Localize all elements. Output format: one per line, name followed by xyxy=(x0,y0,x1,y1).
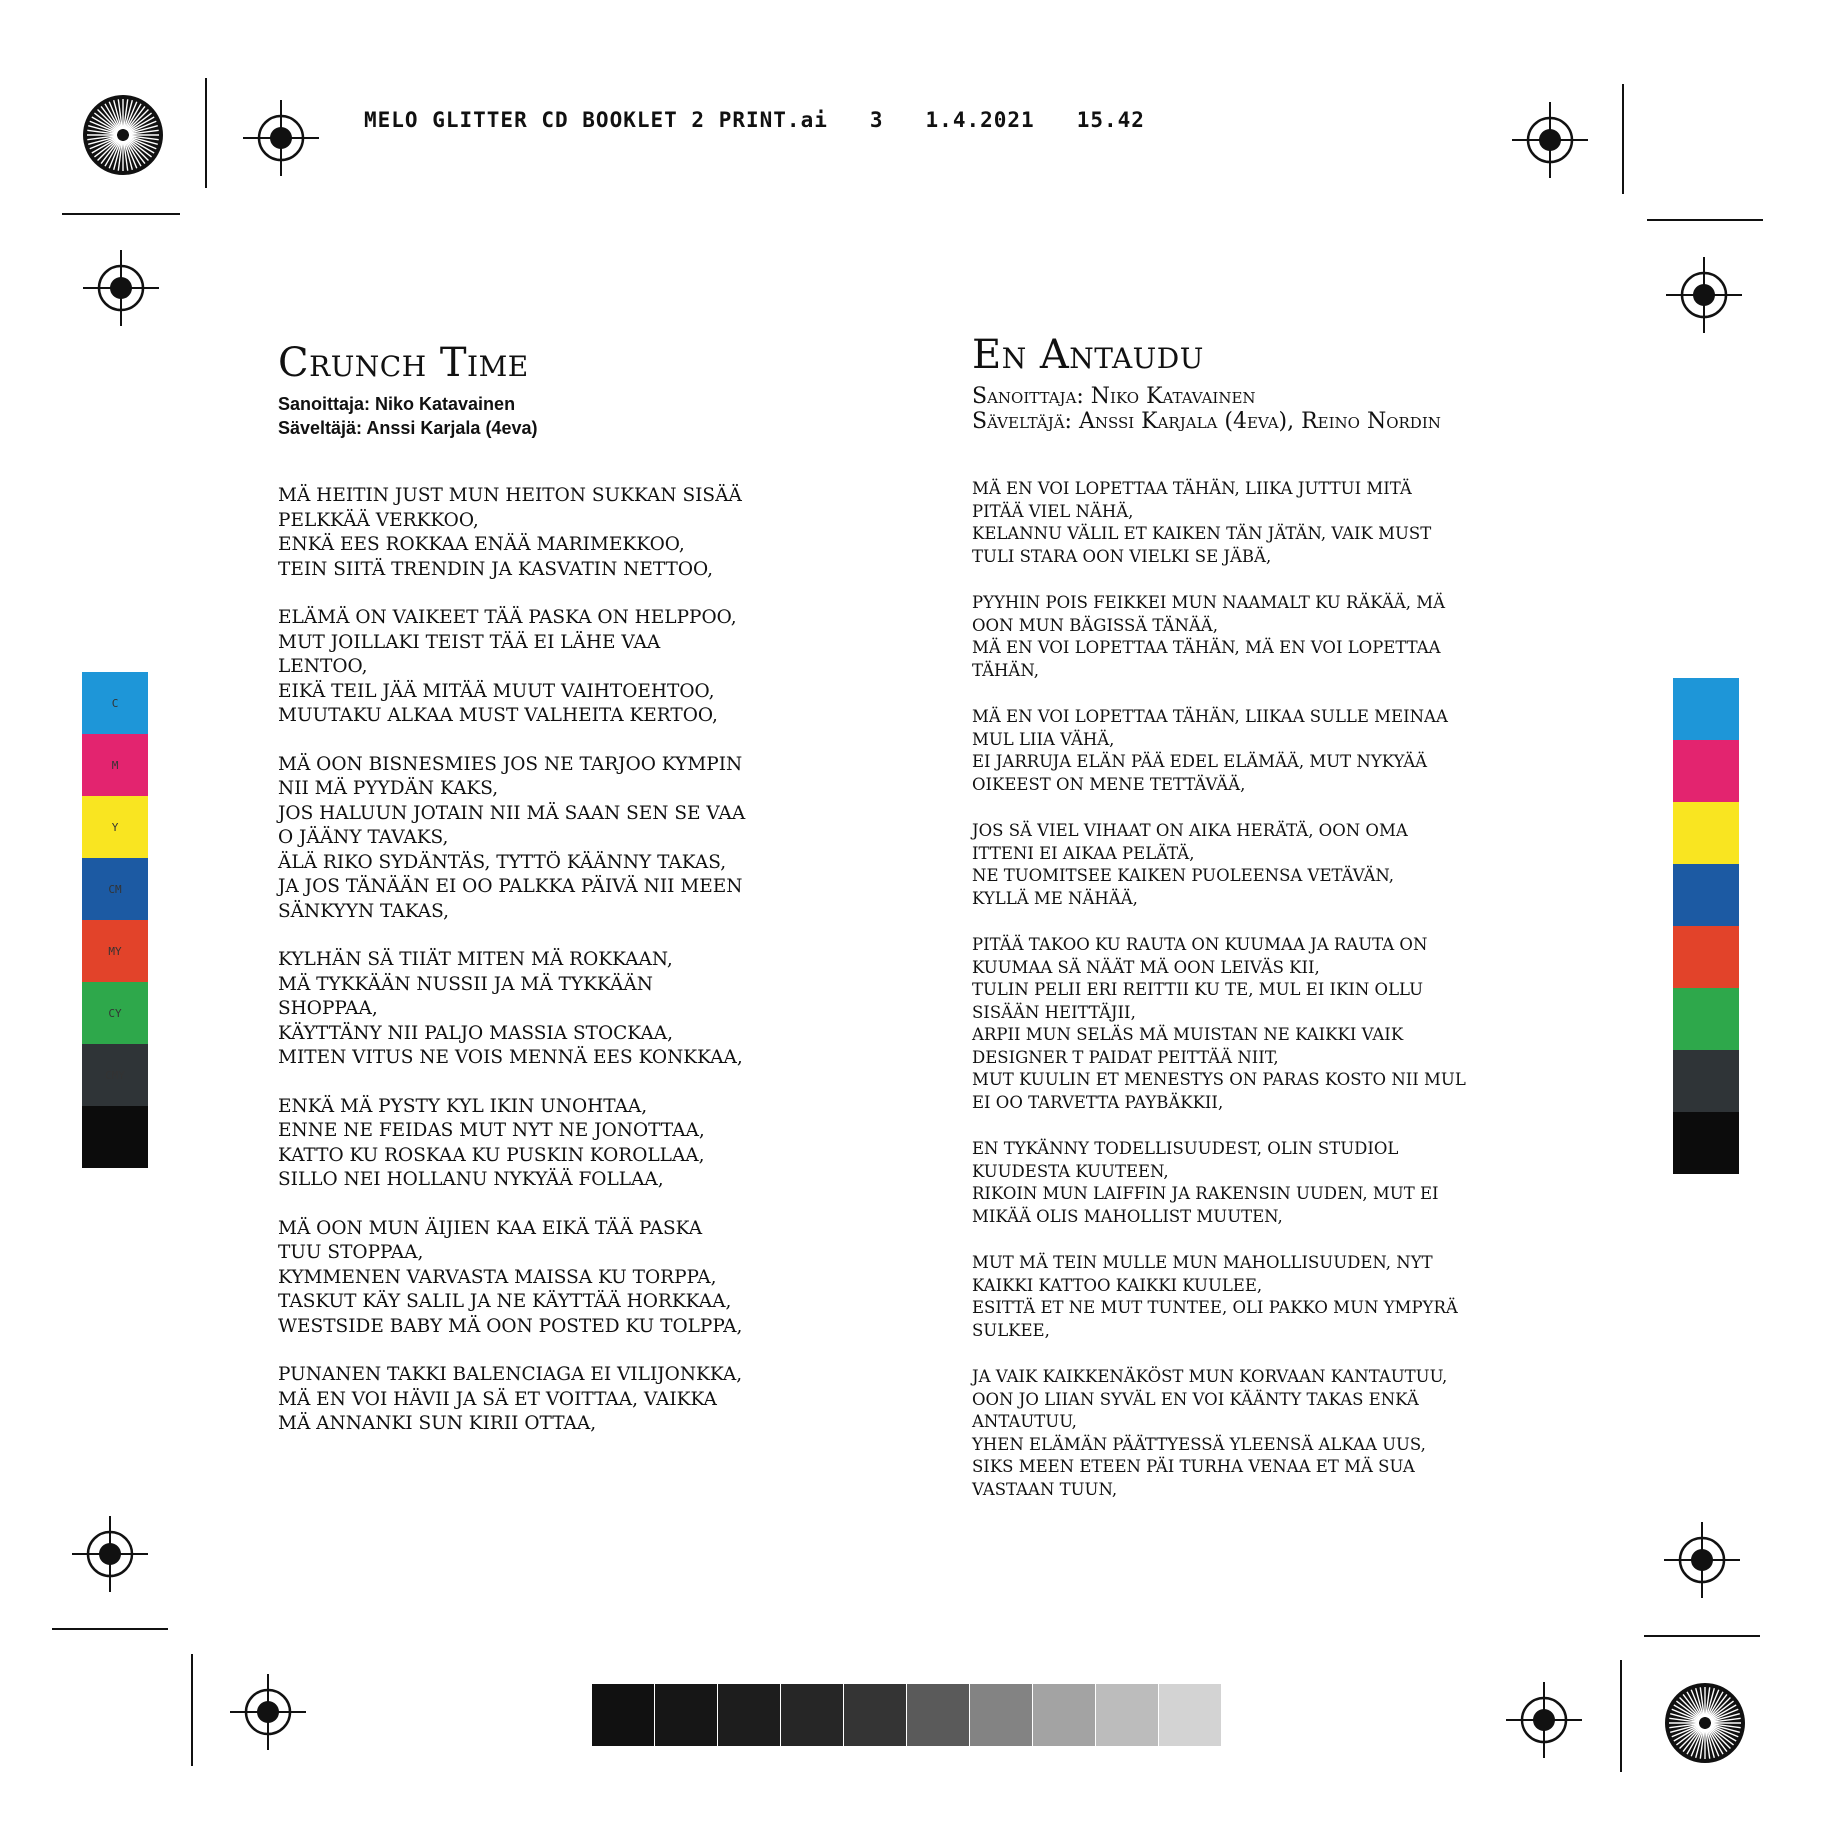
lyric-line: OON JO LIIAN SYVÄL EN VOI KÄÄNTY TAKAS ENKÄ xyxy=(972,1389,1419,1409)
gray-step xyxy=(592,1684,654,1746)
lyricist-credit: Sanoittaja: Niko Katavainen xyxy=(972,384,1256,409)
song-title: En Antaudu xyxy=(972,332,1204,378)
lyric-line: KYLHÄN SÄ TIIÄT MITEN MÄ ROKKAAN, xyxy=(278,949,673,970)
stanza xyxy=(278,948,798,1071)
lyric-line: SULKEE, xyxy=(972,1320,1050,1340)
gray-step xyxy=(1033,1684,1095,1746)
lyric-line: OIKEEST ON MENE TETTÄVÄÄ, xyxy=(972,774,1246,794)
stanza xyxy=(278,1217,798,1340)
slug-filename: MELO GLITTER CD BOOKLET 2 PRINT.ai xyxy=(364,108,828,132)
gray-step xyxy=(844,1684,906,1746)
lyric-line: ESITTÄ ET NE MUT TUNTEE, OLI PAKKO MUN YMPYRÄ xyxy=(972,1298,1458,1317)
lyric-line: EIKÄ TEIL JÄÄ MITÄÄ MUUT VAIHTOEHTOO, xyxy=(278,680,715,702)
color-patch-c xyxy=(1673,678,1739,740)
crop-mark-bottom-right-vertical xyxy=(1620,1660,1622,1772)
lyric-line: MÄ HEITIN JUST MUN HEITON SUKKAN SISÄÄ xyxy=(278,485,742,506)
lyric-line: EI OO TARVETTA PAYBÄKKII, xyxy=(972,1092,1224,1112)
gray-step xyxy=(970,1684,1032,1746)
lyric-line: KÄYTTÄNY NII PALJO MASSIA STOCKAA, xyxy=(278,1022,673,1044)
lyric-line: ELÄMÄ ON VAIKEET TÄÄ PASKA ON HELPPOO, xyxy=(278,607,737,628)
lyric-line: JOS HALUUN JOTAIN NII MÄ SAAN SEN SE VAA xyxy=(278,802,746,824)
lyric-line: ENKÄ MÄ PYSTY KYL IKIN UNOHTAA, xyxy=(278,1095,648,1117)
lyric-line: DESIGNER T PAIDAT PEITTÄÄ NIIT, xyxy=(972,1047,1279,1067)
lyric-line: RIKOIN MUN LAIFFIN JA RAKENSIN UUDEN, MUT EI xyxy=(972,1184,1439,1203)
slug-time: 15.42 xyxy=(1076,108,1145,132)
registration-mark-icon xyxy=(1510,100,1590,180)
lyric-line: MUL LIIA VÄHÄ, xyxy=(972,729,1115,749)
stanza xyxy=(972,478,1532,568)
lyric-line: PITÄÄ TAKOO KU RAUTA ON KUUMAA JA RAUTA ON xyxy=(972,935,1428,954)
lyricist-credit: Sanoittaja: Niko Katavainen xyxy=(278,394,516,414)
gray-step xyxy=(907,1684,969,1746)
color-patch-my: MY xyxy=(82,920,148,982)
color-patch-cy xyxy=(1673,988,1739,1050)
slug-page: 3 xyxy=(869,108,884,132)
stanza xyxy=(278,753,798,925)
color-patch-y xyxy=(1673,802,1739,864)
lyric-line: JA JOS TÄNÄÄN EI OO PALKKA PÄIVÄ NII MEEN xyxy=(278,876,743,897)
lyric-line: MÄ OON BISNESMIES JOS NE TARJOO KYMPIN xyxy=(278,753,743,775)
lyric-line: OON MUN BÄGISSÄ TÄNÄÄ, xyxy=(972,615,1218,635)
lyric-line: MUUTAKU ALKAA MUST VALHEITA KERTOO, xyxy=(278,705,718,726)
crop-mark-bottom-right-horizontal xyxy=(1644,1635,1760,1637)
color-patch-m: M xyxy=(82,734,148,796)
color-patch-cm: CM xyxy=(82,858,148,920)
song-title: Crunch Time xyxy=(278,340,529,386)
lyric-line: VASTAAN TUUN, xyxy=(972,1479,1118,1499)
lyric-line: TASKUT KÄY SALIL JA NE KÄYTTÄÄ HORKKAA, xyxy=(278,1291,732,1312)
lyric-line: MUT KUULIN ET MENESTYS ON PARAS KOSTO NII MUL xyxy=(972,1070,1466,1089)
lyric-line: MÄ EN VOI LOPETTAA TÄHÄN, MÄ EN VOI LOPETTAA xyxy=(972,638,1441,657)
lyric-line: YHEN ELÄMÄN PÄÄTTYESSÄ YLEENSÄ ALKAA UUS, xyxy=(972,1434,1426,1454)
crop-mark-top-left-horizontal xyxy=(62,213,180,215)
lyric-line: TULIN PELII ERI REITTII KU TE, MUL EI IKIN OLLU xyxy=(972,980,1423,999)
lyric-line: SIKS MEEN ETEEN PÄI TURHA VENAA ET MÄ SUA xyxy=(972,1457,1415,1476)
registration-mark-icon xyxy=(70,1514,150,1594)
stanza xyxy=(972,706,1532,796)
gray-ramp xyxy=(592,1684,1222,1746)
lyric-line: JA VAIK KAIKKENÄKÖST MUN KORVAAN KANTAUTUU, xyxy=(972,1367,1448,1386)
stanza xyxy=(278,606,798,729)
lyric-line: KELANNU VÄLIL ET KAIKEN TÄN JÄTÄN, VAIK MUST xyxy=(972,524,1432,543)
starburst-top-left-icon xyxy=(80,92,166,178)
color-patch-cmy xyxy=(1673,1050,1739,1112)
registration-mark-icon xyxy=(241,98,321,178)
lyric-line: EI JARRUJA ELÄN PÄÄ EDEL ELÄMÄÄ, MUT NYKYÄÄ xyxy=(972,752,1428,771)
gray-step xyxy=(781,1684,843,1746)
composer-credit: Säveltäjä: Anssi Karjala (4eva) xyxy=(278,418,538,438)
lyric-line: PITÄÄ VIEL NÄHÄ, xyxy=(972,501,1134,521)
lyric-line: MÄ EN VOI LOPETTAA TÄHÄN, LIIKAA SULLE MEINAA xyxy=(972,707,1448,726)
lyric-line: SHOPPAA, xyxy=(278,998,378,1019)
lyric-line: PELKKÄÄ VERKKOO, xyxy=(278,509,479,531)
crop-mark-bottom-left-vertical xyxy=(191,1654,193,1766)
lyric-line: ENNE NE FEIDAS MUT NYT NE JONOTTAA, xyxy=(278,1120,705,1141)
lyric-line: KUUDESTA KUUTEEN, xyxy=(972,1161,1169,1181)
lyric-line: ARPII MUN SELÄS MÄ MUISTAN NE KAIKKI VAIK xyxy=(972,1025,1404,1044)
lyric-line: KATTO KU ROSKAA KU PUSKIN KOROLLAA, xyxy=(278,1144,705,1166)
stanza xyxy=(972,820,1532,910)
stanza xyxy=(972,1252,1532,1342)
lyric-line: TUU STOPPAA, xyxy=(278,1242,424,1263)
gray-step xyxy=(1096,1684,1158,1746)
lyric-line: ÄLÄ RIKO SYDÄNTÄS, TYTTÖ KÄÄNNY TAKAS, xyxy=(278,851,727,873)
lyric-line: MÄ TYKKÄÄN NUSSII JA MÄ TYKKÄÄN xyxy=(278,973,653,995)
color-patch-cy: CY xyxy=(82,982,148,1044)
stanza xyxy=(972,934,1532,1114)
lyric-line: MÄ OON MUN ÄIJIEN KAA EIKÄ TÄÄ PASKA xyxy=(278,1217,703,1239)
color-patch-m xyxy=(1673,740,1739,802)
lyric-line: O JÄÄNY TAVAKS, xyxy=(278,827,449,848)
lyric-line: LENTOO, xyxy=(278,656,368,677)
registration-mark-icon xyxy=(1662,1520,1742,1600)
lyric-line: KUUMAA SÄ NÄÄT MÄ OON LEIVÄS KII, xyxy=(972,957,1320,977)
lyric-line: TEIN SIITÄ TRENDIN JA KASVATIN NETTOO, xyxy=(278,558,714,580)
lyric-line: MIKÄÄ OLIS MAHOLLIST MUUTEN, xyxy=(972,1206,1283,1226)
crop-mark-top-right-vertical xyxy=(1622,84,1624,194)
lyrics xyxy=(972,478,1532,1501)
lyric-line: TULI STARA OON VIELKI SE JÄBÄ, xyxy=(972,546,1272,566)
composer-credit: Säveltäjä: Anssi Karjala (4eva), Reino Nordin xyxy=(972,409,1441,434)
lyric-line: MÄ ANNANKI SUN KIRII OTTAA, xyxy=(278,1413,597,1434)
lyric-line: TÄHÄN, xyxy=(972,660,1039,680)
gray-step xyxy=(718,1684,780,1746)
stanza xyxy=(972,592,1532,682)
lyric-line: PUNANEN TAKKI BALENCIAGA EI VILIJONKKA, xyxy=(278,1364,743,1385)
color-bar-right xyxy=(1673,678,1739,1174)
lyric-line: KYMMENEN VARVASTA MAISSA KU TORPPA, xyxy=(278,1266,717,1288)
registration-mark-icon xyxy=(1664,255,1744,335)
starburst-bottom-right-icon xyxy=(1662,1680,1748,1766)
lyric-line: MUT JOILLAKI TEIST TÄÄ EI LÄHE VAA xyxy=(278,631,661,653)
slug-date: 1.4.2021 xyxy=(925,108,1035,132)
lyric-line: ANTAUTUU, xyxy=(972,1412,1077,1431)
lyric-line: MÄ EN VOI LOPETTAA TÄHÄN, LIIKA JUTTUI MITÄ xyxy=(972,479,1412,498)
color-patch-cmy: CMY xyxy=(82,1044,148,1106)
lyrics xyxy=(278,484,798,1437)
stanza xyxy=(278,1363,798,1437)
lyric-line: SISÄÄN HEITTÄJII, xyxy=(972,1002,1136,1022)
stanza xyxy=(972,1138,1532,1228)
lyric-line: KAIKKI KATTOO KAIKKI KUULEE, xyxy=(972,1275,1263,1295)
crop-mark-bottom-left-horizontal xyxy=(52,1628,168,1630)
lyric-line: MÄ EN VOI HÄVII JA SÄ ET VOITTAA, VAIKKA xyxy=(278,1388,717,1410)
gray-step xyxy=(655,1684,717,1746)
lyric-line: SÄNKYYN TAKAS, xyxy=(278,900,450,922)
lyric-line: MITEN VITUS NE VOIS MENNÄ EES KONKKAA, xyxy=(278,1047,743,1068)
lyric-line: PYYHIN POIS FEIKKEI MUN NAAMALT KU RÄKÄÄ, MÄ xyxy=(972,593,1446,612)
color-patch-y: Y xyxy=(82,796,148,858)
registration-mark-icon xyxy=(81,248,161,328)
stanza xyxy=(972,1366,1532,1501)
lyric-line: JOS SÄ VIEL VIHAAT ON AIKA HERÄTÄ, OON OMA xyxy=(972,821,1408,840)
color-patch-c: C xyxy=(82,672,148,734)
song-en-antaudu xyxy=(972,332,1532,1525)
stanza xyxy=(278,1095,798,1193)
lyric-line: WESTSIDE BABY MÄ OON POSTED KU TOLPPA, xyxy=(278,1315,743,1337)
print-slug xyxy=(364,108,1187,132)
lyric-line: SILLO NEI HOLLANU NYKYÄÄ FOLLAA, xyxy=(278,1169,664,1190)
color-patch-k xyxy=(82,1106,148,1168)
color-patch-cm xyxy=(1673,864,1739,926)
lyric-line: ENKÄ EES ROKKAA ENÄÄ MARIMEKKOO, xyxy=(278,534,685,555)
lyric-line: KYLLÄ ME NÄHÄÄ, xyxy=(972,888,1138,908)
color-bar-left xyxy=(82,672,148,1168)
crop-mark-top-right-horizontal xyxy=(1647,219,1763,221)
lyric-line: EN TYKÄNNY TODELLISUUDEST, OLIN STUDIOL xyxy=(972,1139,1399,1158)
lyric-line: ITTENI EI AIKAA PELÄTÄ, xyxy=(972,843,1195,863)
crop-mark-top-left-vertical xyxy=(205,78,207,188)
color-patch-my xyxy=(1673,926,1739,988)
registration-mark-icon xyxy=(1504,1680,1584,1760)
registration-mark-icon xyxy=(228,1672,308,1752)
color-patch-k xyxy=(1673,1112,1739,1174)
gray-step xyxy=(1159,1684,1221,1746)
song-crunch-time xyxy=(278,340,798,1461)
stanza xyxy=(278,484,798,582)
lyric-line: NII MÄ PYYDÄN KAKS, xyxy=(278,778,499,799)
lyric-line: NE TUOMITSEE KAIKEN PUOLEENSA VETÄVÄN, xyxy=(972,866,1395,885)
lyric-line: MUT MÄ TEIN MULLE MUN MAHOLLISUUDEN, NYT xyxy=(972,1253,1433,1272)
